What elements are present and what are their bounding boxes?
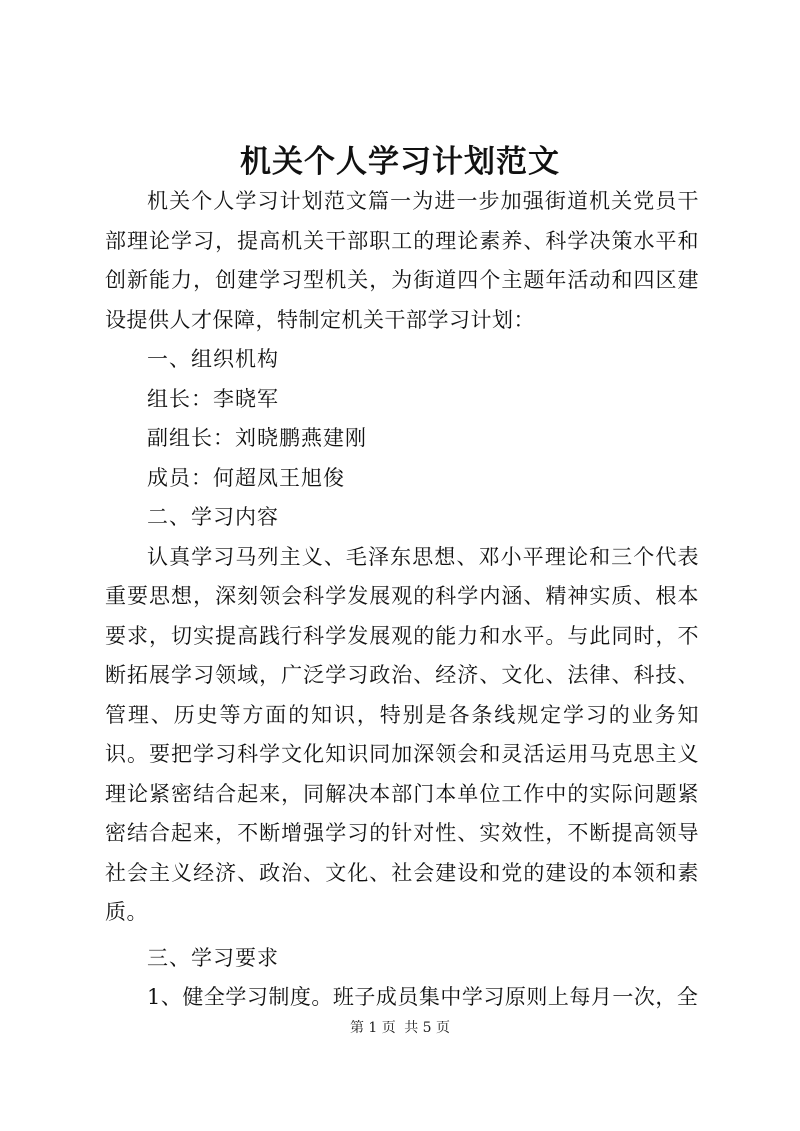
requirement-paragraph: 1、健全学习制度。班子成员集中学习原则上每月一次，全 — [147, 985, 699, 1009]
page-footer — [0, 1018, 800, 1038]
document-title: 机关个人学习计划范文 — [240, 144, 560, 180]
members-line: 成员：何超凤王旭俊 — [147, 465, 345, 490]
intro-paragraph: 机关个人学习计划范文篇一为进一步加强街道机关党员干部理论学习，提高机关干部职工的理论素养、科学决策水平和创新能力，创建学习型机关，为街道四个主题年活动和四区建设提供人才保障，特制定机关干部学习计划： — [105, 189, 699, 332]
page-total: 共 5 页 — [404, 1020, 451, 1036]
page-number: 第 1 页 — [349, 1020, 396, 1036]
leader-line: 组长：李晓军 — [147, 386, 279, 411]
section-heading-requirements: 三、学习要求 — [147, 945, 279, 970]
content-paragraph: 认真学习马列主义、毛泽东思想、邓小平理论和三个代表重要思想，深刻领会科学发展观的科学内涵、精神实质、根本要求，切实提高践行科学发展观的能力和水平。与此同时，不断拓展学习领域，广泛学习政治、经济、文化、法律、科技、管理、历史等方面的知识，特别是各条线规定学习的业务知识。要把学习科学文化知识同加深领会和灵活运用马克思主义理论紧密结合起来，同解决本部门本单位工作中的实际问题紧密结合起来，不断增强学习的针对性、实效性，不断提高领导社会主义经济、政治、文化、社会建设和党的建设的本领和素质。 — [105, 544, 699, 924]
document-body — [105, 182, 699, 1018]
section-heading-content: 二、学习内容 — [147, 505, 279, 529]
deputy-leader-line: 副组长：刘晓鹏燕建刚 — [147, 426, 367, 450]
section-heading-organization: 一、组织机构 — [147, 347, 279, 371]
